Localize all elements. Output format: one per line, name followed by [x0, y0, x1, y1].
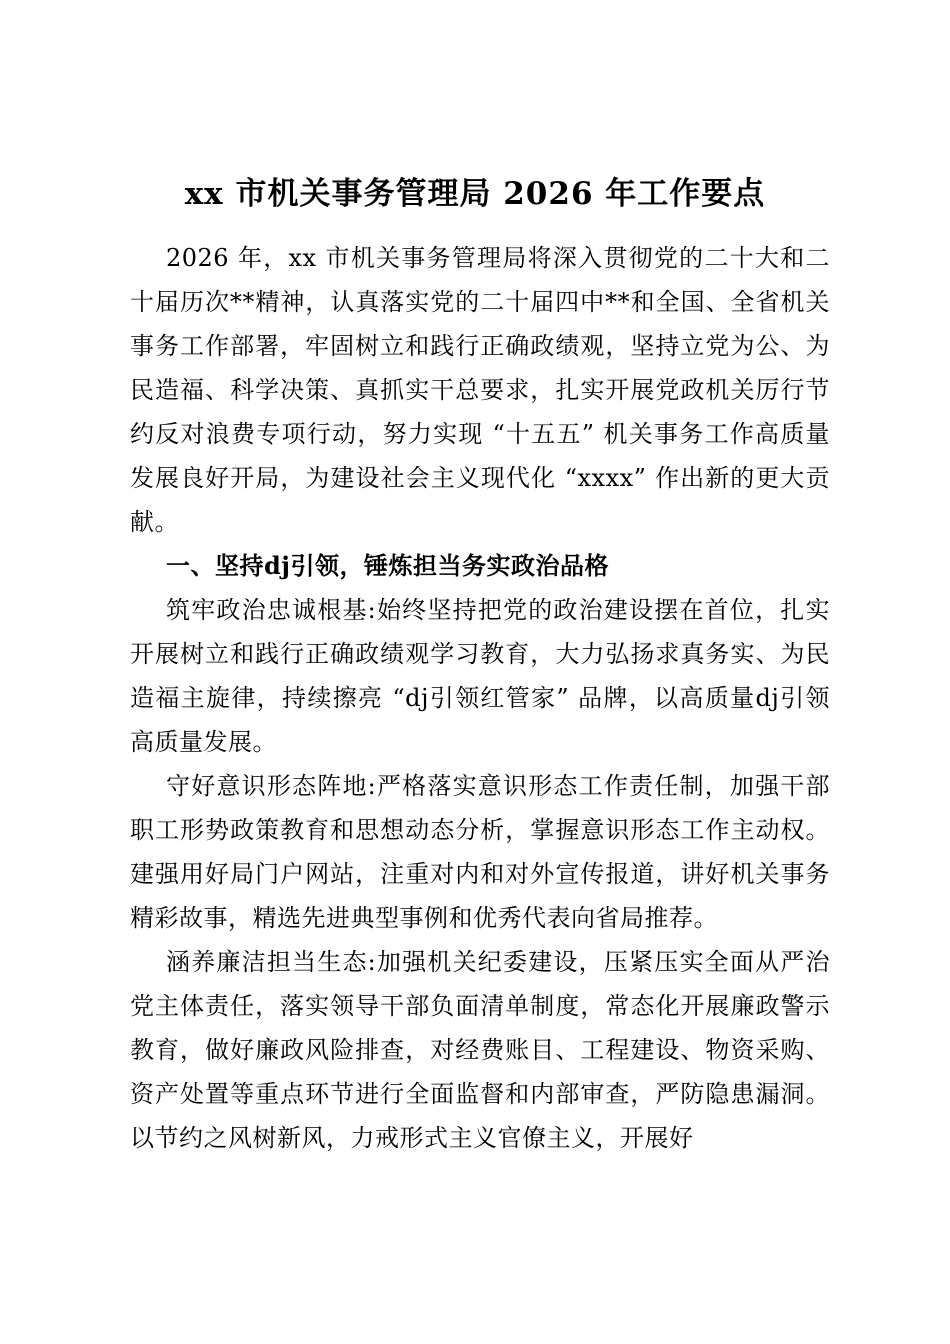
- section1-paragraph-2: [130, 764, 830, 940]
- section1-paragraph-3: [130, 940, 830, 1160]
- document-body: [130, 236, 830, 1160]
- paragraph-lead: 筑牢政治忠诚根基:: [166, 596, 377, 624]
- paragraph-text: 加强机关纪委建设，压紧压实全面从严治党主体责任，落实领导干部负面清单制度，常态化开展廉政警示教育，做好廉政风险排查，对经费账目、工程建设、物资采购、资产处置等重点环节进行全面监督和内部审查，严防隐患漏洞。以节约之风树新风，力戒形式主义官僚主义，开展好: [130, 948, 830, 1152]
- section-heading-1: 一、坚持dj引领，锤炼担当务实政治品格: [166, 551, 609, 580]
- document-title: xx 市机关事务管理局 2026 年工作要点: [184, 176, 766, 212]
- paragraph-text: 始终坚持把党的政治建设摆在首位，扎实开展树立和践行正确政绩观学习教育，大力弘扬求真务实、为民造福主旋律，持续擦亮 “dj引领红管家” 品牌，以高质量dj引领高质量发展。: [130, 596, 830, 756]
- section1-paragraph-1: [130, 588, 830, 764]
- intro-paragraph: 2026 年，xx 市机关事务管理局将深入贯彻党的二十大和二十届历次**精神，认真落实党的二十届四中**和全国、全省机关事务工作部署，牢固树立和践行正确政绩观，坚持立党为公、为民造福、科学决策、真抓实干总要求，扎实开展党政机关厉行节约反对浪费专项行动，努力实现 “十五五” 机关事务工作高质量发展良好开局，为建设社会主义现代化 “xxxx” 作出新的更大贡献。: [130, 244, 830, 536]
- paragraph-text: 严格落实意识形态工作责任制，加强干部职工形势政策教育和思想动态分析，掌握意识形态工作主动权。建强用好局门户网站，注重对内和对外宣传报道，讲好机关事务精彩故事，精选先进典型事例和优秀代表向省局推荐。: [130, 772, 830, 932]
- paragraph-lead: 涵养廉洁担当生态:: [166, 948, 377, 976]
- paragraph-lead: 守好意识形态阵地:: [166, 772, 377, 800]
